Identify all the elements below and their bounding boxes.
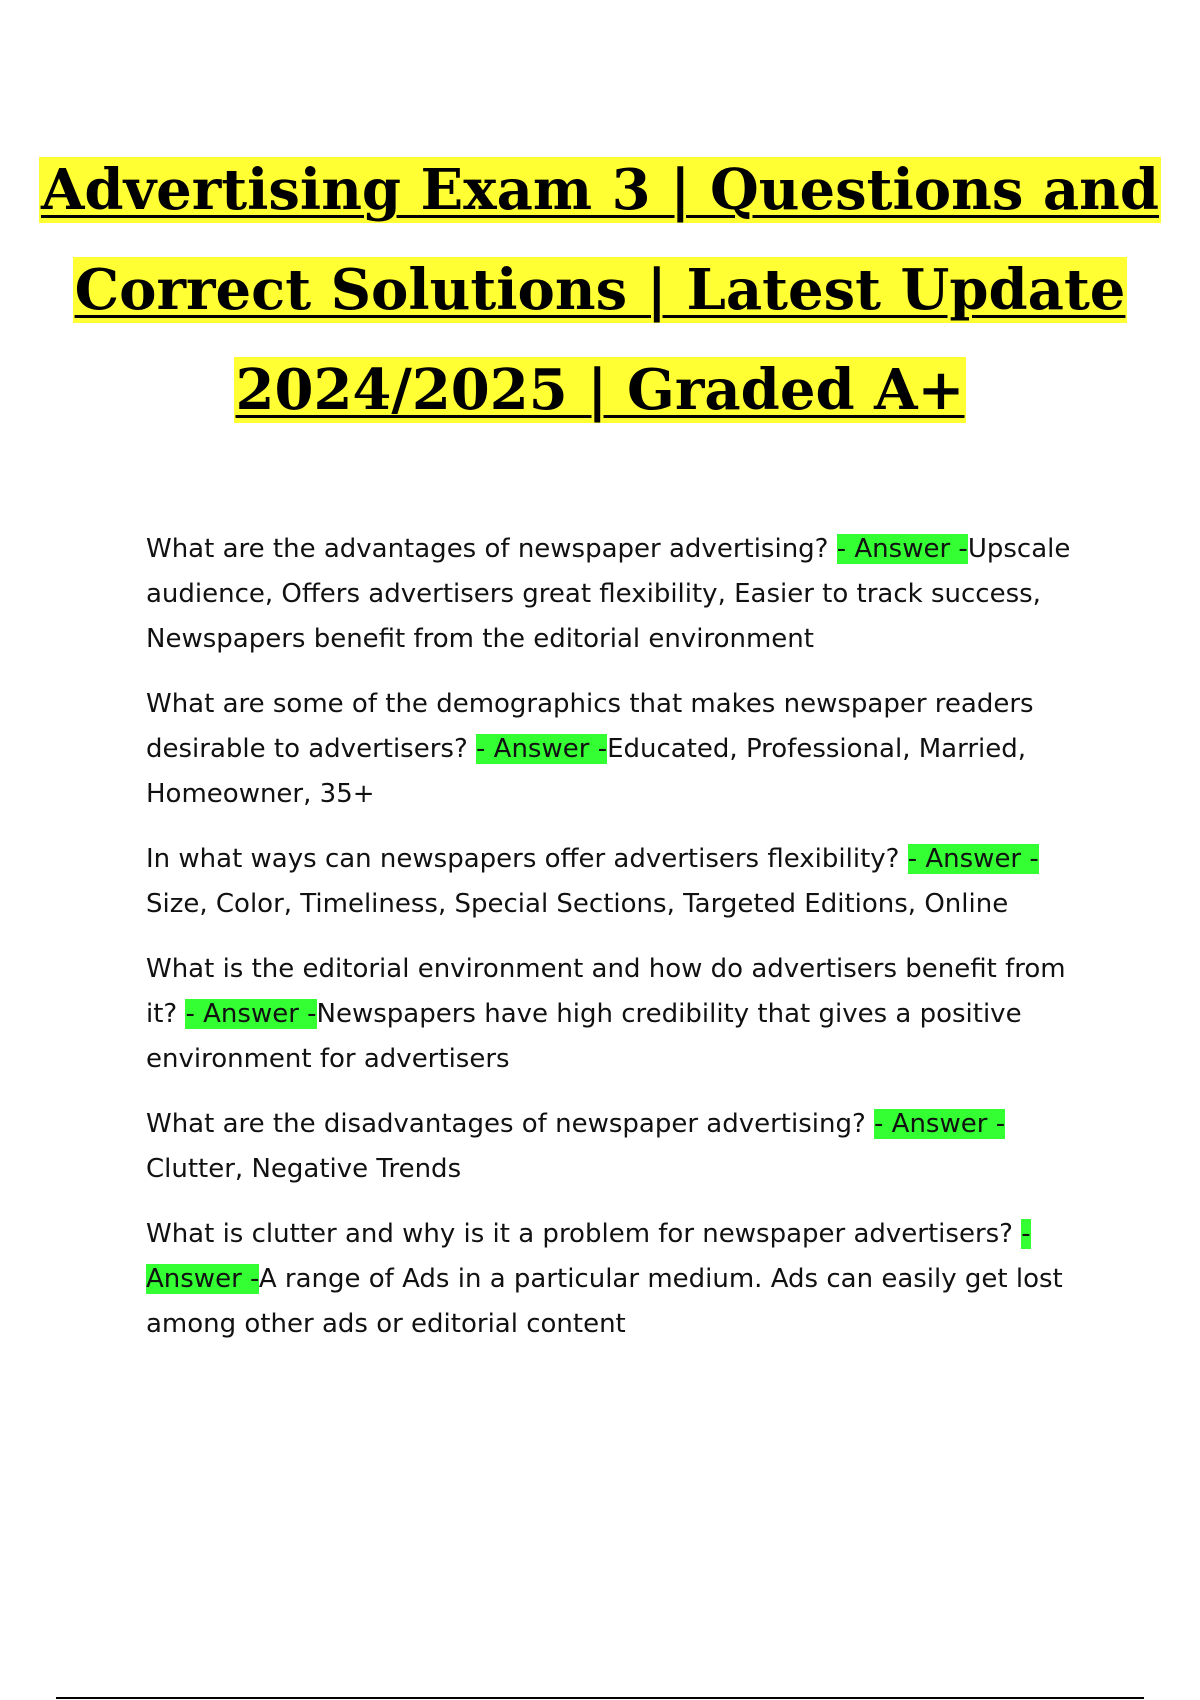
answer-marker: - Answer -: [185, 999, 317, 1029]
title-line-2-text: Correct Solutions | Latest Update: [74, 257, 1126, 323]
answer-marker: - Answer -: [874, 1109, 1006, 1139]
qa-item-1: [146, 527, 1086, 662]
qa-list: [146, 527, 1086, 1367]
answer-marker: - Answer -: [907, 844, 1039, 874]
title-line-3-text: 2024/2025 | Graded A+: [235, 357, 965, 423]
answer-text: Clutter, Negative Trends: [146, 1154, 462, 1184]
question-text: In what ways can newspapers offer advertisers flexibility?: [146, 844, 908, 874]
answer-text: A range of Ads in a particular medium. Ads can easily get lost among other ads or editorial content: [146, 1264, 1063, 1339]
footer-divider: [56, 1697, 1144, 1699]
answer-marker: - Answer -: [836, 534, 968, 564]
qa-item-2: [146, 682, 1086, 817]
question-text: What are the disadvantages of newspaper advertising?: [146, 1109, 875, 1139]
qa-item-6: [146, 1212, 1086, 1347]
answer-marker: - Answer -: [146, 1219, 1031, 1294]
answer-text: Educated, Professional, Married, Homeowner, 35+: [146, 734, 1026, 809]
answer-marker: - Answer -: [476, 734, 608, 764]
question-text: What are the advantages of newspaper advertising?: [146, 534, 837, 564]
question-text: What are some of the demographics that makes newspaper readers desirable to advertisers?: [146, 689, 1034, 764]
answer-text: Size, Color, Timeliness, Special Sections, Targeted Editions, Online: [146, 889, 1009, 919]
title-line-3: [0, 340, 1200, 440]
answer-text: Newspapers have high credibility that gives a positive environment for advertisers: [146, 999, 1022, 1074]
qa-item-5: [146, 1102, 1086, 1192]
answer-text: Upscale audience, Offers advertisers great flexibility, Easier to track success, Newspapers benefit from the editorial environment: [146, 534, 1071, 654]
qa-item-3: [146, 837, 1086, 927]
qa-item-4: [146, 947, 1086, 1082]
question-text: What is clutter and why is it a problem for newspaper advertisers?: [146, 1219, 1022, 1249]
document-title: [0, 140, 1200, 440]
question-text: What is the editorial environment and how do advertisers benefit from it?: [146, 954, 1066, 1029]
title-line-2: [0, 240, 1200, 340]
title-line-1-text: Advertising Exam 3 | Questions and: [40, 157, 1160, 223]
title-line-1: [0, 140, 1200, 240]
